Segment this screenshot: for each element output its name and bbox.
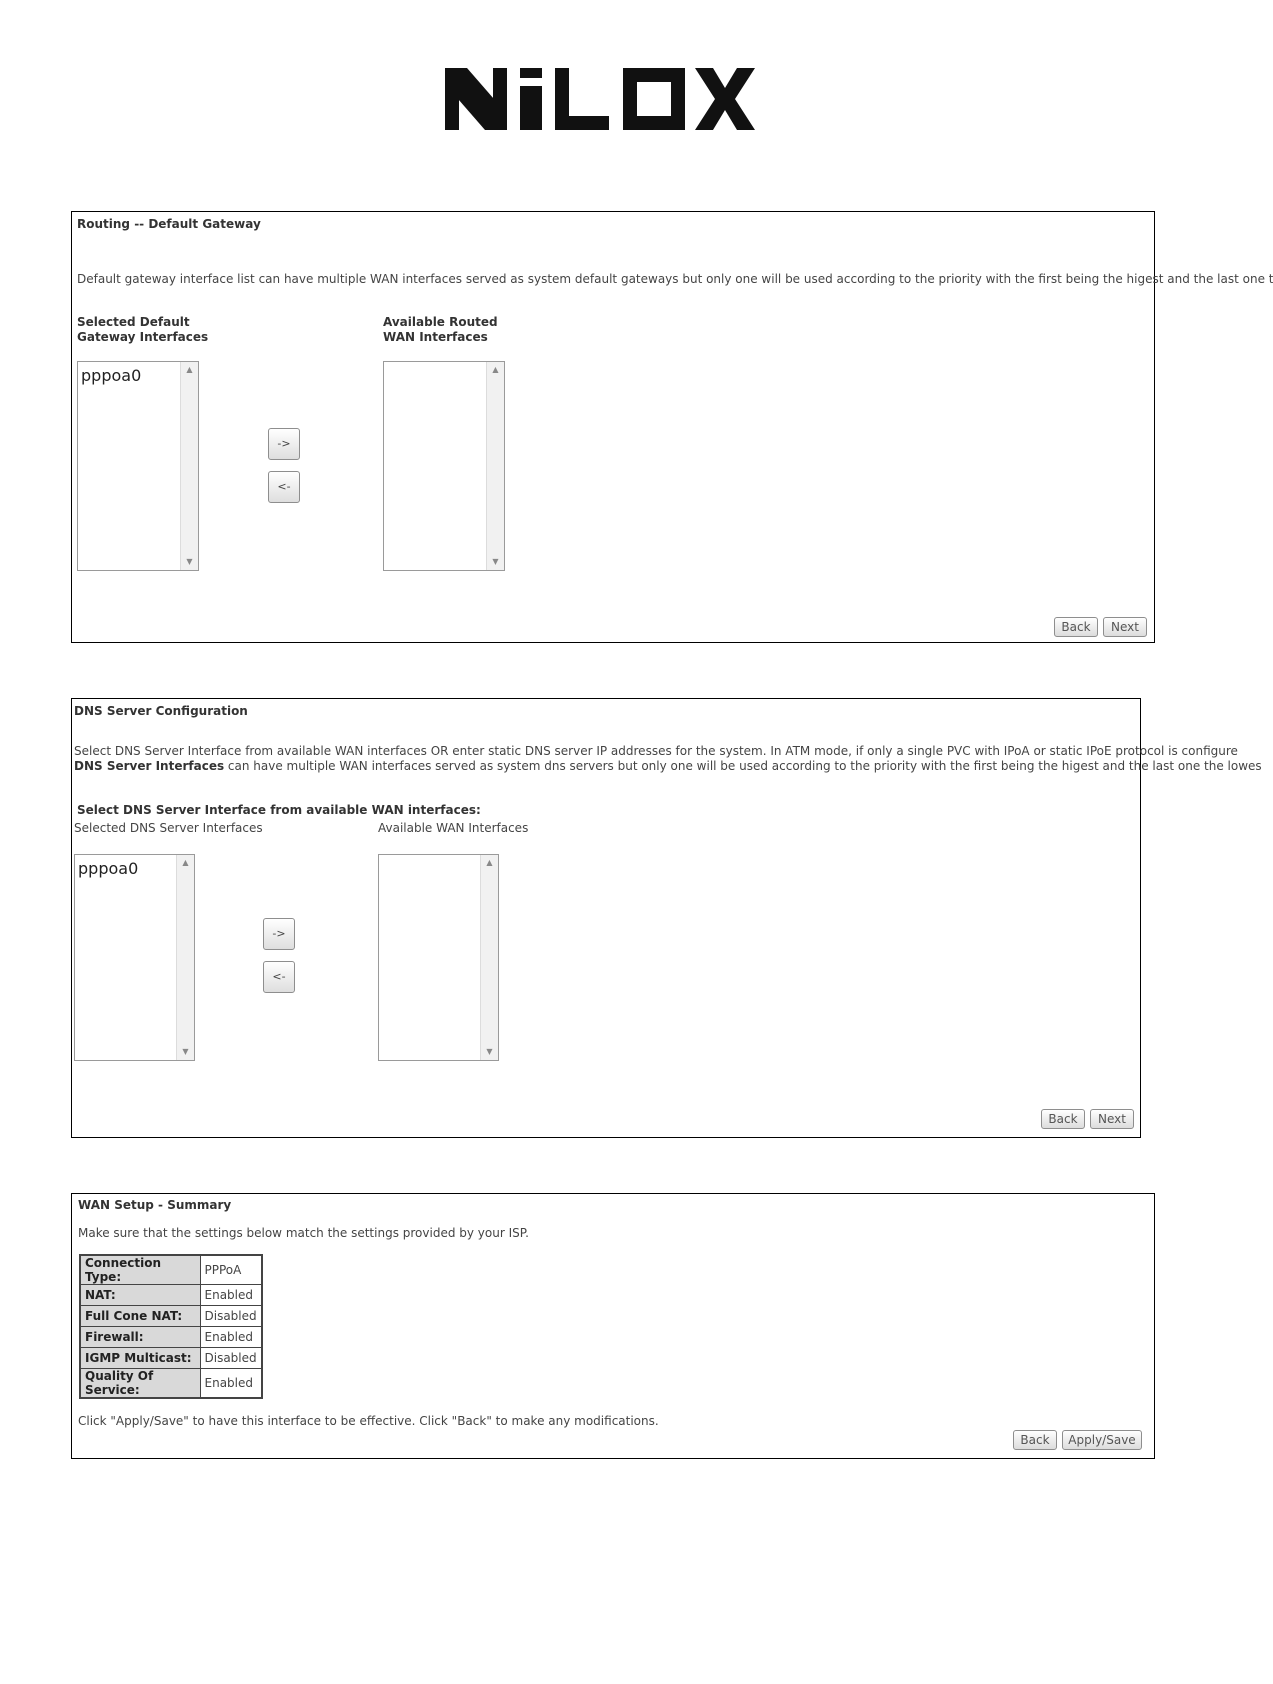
scroll-down-icon[interactable]: ▼ xyxy=(186,557,193,566)
move-right-button[interactable]: -> xyxy=(268,428,300,460)
nilox-logo xyxy=(445,68,755,130)
summary-value: Disabled xyxy=(200,1348,262,1369)
back-button[interactable]: Back xyxy=(1054,617,1098,637)
dns-select-heading: Select DNS Server Interface from available WAN interfaces: xyxy=(77,803,481,817)
table-row xyxy=(80,1255,262,1285)
routing-title: Routing -- Default Gateway xyxy=(77,217,261,231)
scroll-down-icon[interactable]: ▼ xyxy=(182,1047,189,1056)
table-row xyxy=(80,1306,262,1327)
selected-dns-label: Selected DNS Server Interfaces xyxy=(74,821,263,835)
table-row xyxy=(80,1348,262,1369)
scroll-up-icon[interactable]: ▲ xyxy=(186,365,193,374)
table-row xyxy=(80,1327,262,1348)
list-item[interactable]: pppoa0 xyxy=(78,859,139,878)
summary-value: Disabled xyxy=(200,1306,262,1327)
selected-gateway-list[interactable] xyxy=(77,361,199,571)
table-row xyxy=(80,1369,262,1399)
summary-footer: Click "Apply/Save" to have this interface to be effective. Click "Back" to make any modifications. xyxy=(78,1414,659,1428)
available-dns-wan-list[interactable] xyxy=(378,854,499,1061)
summary-panel xyxy=(71,1193,1155,1459)
available-wan-interfaces-label: Available WAN Interfaces xyxy=(378,821,529,835)
list-item[interactable]: pppoa0 xyxy=(81,366,142,385)
summary-value: PPPoA xyxy=(200,1255,262,1285)
scroll-down-icon[interactable]: ▼ xyxy=(492,557,499,566)
next-button[interactable]: Next xyxy=(1103,617,1147,637)
routing-description: Default gateway interface list can have multiple WAN interfaces served as system default gateways but only one will be used according to the priority with the first being the higest and the last one t xyxy=(77,272,1273,286)
scroll-up-icon[interactable]: ▲ xyxy=(182,858,189,867)
selected-gateway-label: Selected Default Gateway Interfaces xyxy=(77,315,209,344)
routing-panel xyxy=(71,211,1273,643)
summary-table xyxy=(79,1254,263,1399)
selected-dns-list[interactable] xyxy=(74,854,195,1061)
summary-key: Quality Of Service: xyxy=(80,1369,200,1399)
back-button[interactable]: Back xyxy=(1013,1430,1057,1450)
summary-key: Firewall: xyxy=(80,1327,200,1348)
available-wan-label: Available Routed WAN Interfaces xyxy=(383,315,498,344)
dns-panel xyxy=(71,698,1262,1138)
scroll-up-icon[interactable]: ▲ xyxy=(492,365,499,374)
apply-save-button[interactable]: Apply/Save xyxy=(1062,1430,1142,1450)
scrollbar[interactable] xyxy=(176,855,194,1060)
dns-description-line1: Select DNS Server Interface from available WAN interfaces OR enter static DNS server IP addresses for the system. In ATM mode, if only a single PVC with IPoA or static IPoE protocol is configure xyxy=(74,744,1238,758)
dns-description-line2: DNS Server Interfaces can have multiple WAN interfaces served as system dns servers but only one will be used according to the priority with the first being the higest and the last one the lowes xyxy=(74,759,1262,773)
next-button[interactable]: Next xyxy=(1090,1109,1134,1129)
summary-value: Enabled xyxy=(200,1285,262,1306)
back-button[interactable]: Back xyxy=(1041,1109,1085,1129)
scrollbar[interactable] xyxy=(480,855,498,1060)
table-row xyxy=(80,1285,262,1306)
available-wan-list[interactable] xyxy=(383,361,505,571)
summary-intro: Make sure that the settings below match the settings provided by your ISP. xyxy=(78,1226,529,1240)
summary-title: WAN Setup - Summary xyxy=(78,1198,232,1212)
summary-key: NAT: xyxy=(80,1285,200,1306)
summary-value: Enabled xyxy=(200,1369,262,1399)
dns-title: DNS Server Configuration xyxy=(74,704,248,718)
scroll-up-icon[interactable]: ▲ xyxy=(486,858,493,867)
scroll-down-icon[interactable]: ▼ xyxy=(486,1047,493,1056)
scrollbar[interactable] xyxy=(486,362,504,570)
move-right-button[interactable]: -> xyxy=(263,918,295,950)
summary-key: IGMP Multicast: xyxy=(80,1348,200,1369)
summary-key: Connection Type: xyxy=(80,1255,200,1285)
scrollbar[interactable] xyxy=(180,362,198,570)
move-left-button[interactable]: <- xyxy=(268,471,300,503)
summary-key: Full Cone NAT: xyxy=(80,1306,200,1327)
summary-value: Enabled xyxy=(200,1327,262,1348)
move-left-button[interactable]: <- xyxy=(263,961,295,993)
